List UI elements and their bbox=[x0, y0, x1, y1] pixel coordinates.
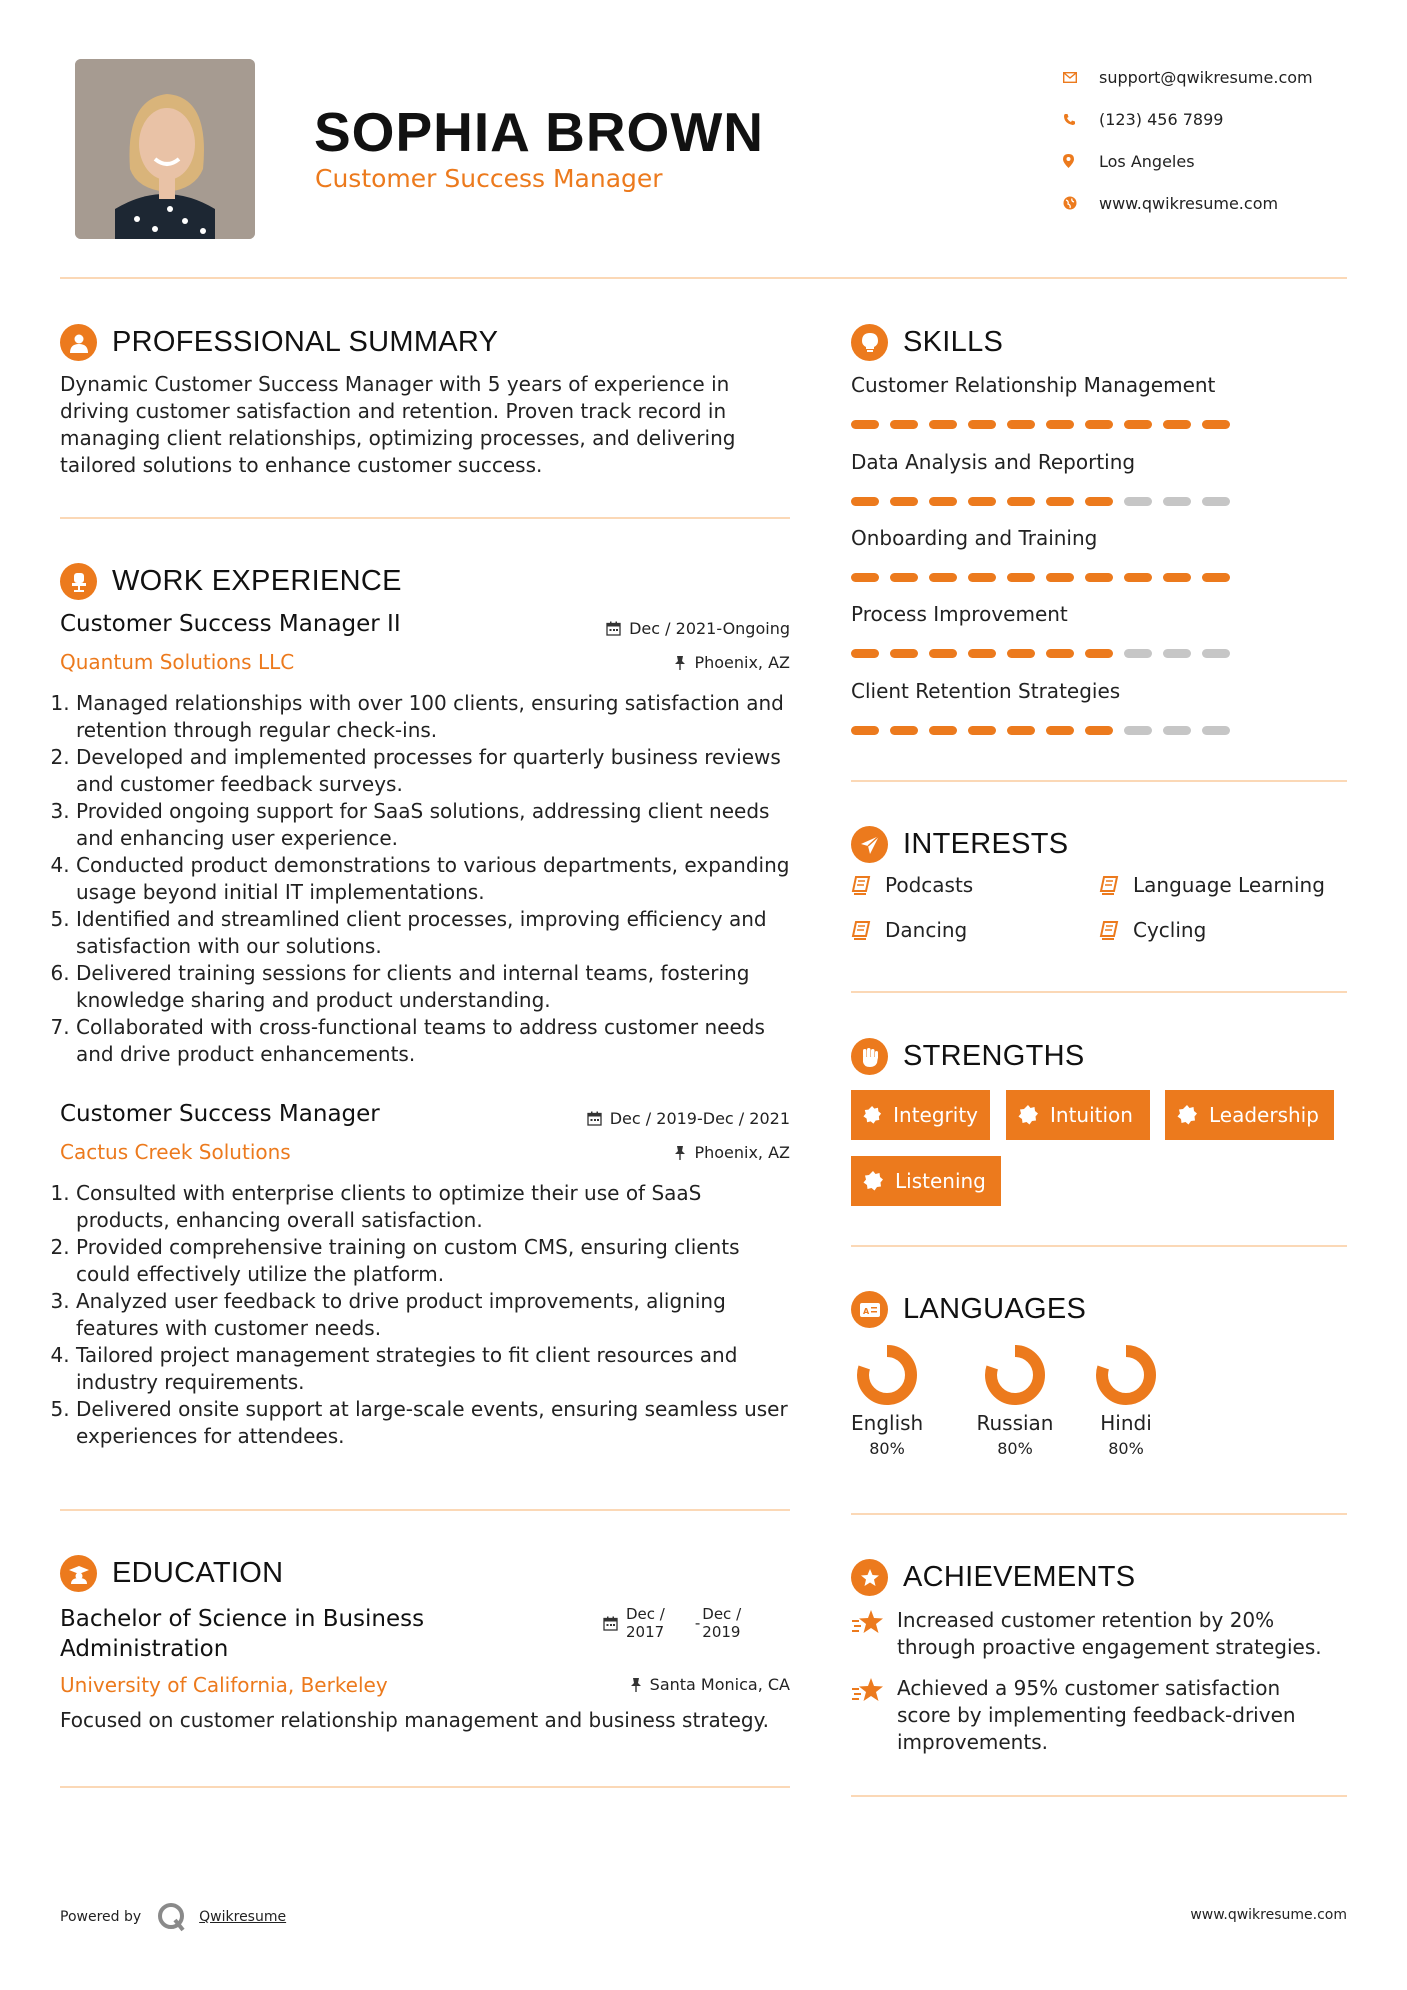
degree-line: Bachelor of Science in Business bbox=[60, 1606, 425, 1632]
achievement-line: Achieved a 95% customer satisfaction bbox=[897, 1676, 1281, 1700]
strength-badge bbox=[851, 1156, 1001, 1206]
email-text: support@qwikresume.com bbox=[1099, 67, 1313, 87]
skill-level bbox=[851, 420, 1241, 429]
strength-badge bbox=[1165, 1090, 1334, 1140]
skill-dot bbox=[929, 420, 957, 429]
summary-divider bbox=[60, 517, 790, 519]
badge-icon bbox=[863, 1171, 883, 1191]
map-pin-icon bbox=[1063, 154, 1099, 168]
skill-dot bbox=[1124, 649, 1152, 658]
job-bullets bbox=[58, 690, 798, 1068]
job-bullets bbox=[58, 1180, 798, 1450]
skill-dot bbox=[929, 497, 957, 506]
contact-phone[interactable] bbox=[1063, 98, 1313, 140]
skill-dot bbox=[1085, 573, 1113, 582]
skill-dot bbox=[968, 497, 996, 506]
skill-dot bbox=[1085, 420, 1113, 429]
skill-dot bbox=[1124, 420, 1152, 429]
summary-title: PROFESSIONAL SUMMARY bbox=[112, 326, 499, 358]
header-divider bbox=[60, 277, 1347, 279]
skill-level bbox=[851, 497, 1241, 506]
contact-website[interactable] bbox=[1063, 182, 1313, 224]
skill-dot bbox=[1202, 649, 1230, 658]
language-ring-fill bbox=[991, 1351, 1039, 1399]
skill-dot bbox=[890, 497, 918, 506]
achievement-item bbox=[851, 1675, 1296, 1756]
degree-line: Administration bbox=[60, 1636, 229, 1662]
skill-dot bbox=[1007, 573, 1035, 582]
badge-icon bbox=[1177, 1105, 1197, 1125]
strength-badge bbox=[851, 1090, 990, 1140]
bullet-item: 2. Provided comprehensive training on custom CMS, ensuring clients could effectively utilize the platform. bbox=[76, 1234, 798, 1288]
candidate-name: SOPHIA BROWN bbox=[314, 101, 764, 163]
bullet-item: 7. Collaborated with cross-functional teams to address customer needs and drive product enhancements. bbox=[76, 1014, 798, 1068]
strengths-heading bbox=[851, 1038, 1085, 1075]
lightbulb-icon bbox=[851, 324, 888, 361]
skill-dot bbox=[1007, 726, 1035, 735]
star-badge-icon bbox=[851, 1559, 888, 1596]
language-percent: 80% bbox=[869, 1439, 905, 1458]
languages-divider bbox=[851, 1513, 1347, 1515]
bullet-item: 1. Consulted with enterprise clients to optimize their use of SaaS products, enhancing overall satisfaction. bbox=[76, 1180, 798, 1234]
language-name: Hindi bbox=[1100, 1411, 1152, 1435]
book-icon bbox=[851, 875, 871, 895]
paper-plane-icon bbox=[851, 826, 888, 863]
powered-by-text: Powered by bbox=[60, 1909, 142, 1925]
skill-name: Process Improvement bbox=[851, 602, 1068, 626]
calendar-icon bbox=[587, 1111, 602, 1126]
language-ring-fill bbox=[863, 1351, 911, 1399]
skill-dot bbox=[929, 573, 957, 582]
interest-item bbox=[1099, 918, 1206, 942]
language-item bbox=[1098, 1343, 1154, 1458]
achievement-line: through proactive engagement strategies. bbox=[897, 1635, 1322, 1659]
strength-label: Listening bbox=[895, 1169, 986, 1193]
skill-dot bbox=[1124, 497, 1152, 506]
badge-icon bbox=[1018, 1105, 1038, 1125]
education-dates: Dec / 2017 - Dec / 2019 bbox=[603, 1605, 741, 1641]
location-text: Los Angeles bbox=[1099, 151, 1195, 171]
interests-divider bbox=[851, 991, 1347, 993]
job-location bbox=[674, 653, 790, 672]
company-name: Cactus Creek Solutions bbox=[60, 1140, 291, 1164]
language-ring bbox=[1094, 1343, 1158, 1407]
skill-dot bbox=[1085, 497, 1113, 506]
fist-icon bbox=[851, 1038, 888, 1075]
star-icon bbox=[851, 1677, 885, 1703]
strengths-title: STRENGTHS bbox=[903, 1040, 1085, 1072]
skill-dot bbox=[1046, 497, 1074, 506]
skill-dot bbox=[929, 649, 957, 658]
language-name: English bbox=[851, 1411, 924, 1435]
achievement-text bbox=[897, 1607, 1322, 1661]
interest-label: Language Learning bbox=[1133, 873, 1325, 897]
bullet-item: 5. Delivered onsite support at large-scale events, ensuring seamless user experiences for attendees. bbox=[76, 1396, 798, 1450]
website-text: www.qwikresume.com bbox=[1099, 193, 1279, 213]
book-icon bbox=[851, 920, 871, 940]
language-percent: 80% bbox=[1108, 1439, 1144, 1458]
contact-email[interactable] bbox=[1063, 56, 1313, 98]
envelope-icon bbox=[1063, 72, 1099, 83]
skill-level bbox=[851, 726, 1241, 735]
education-divider bbox=[60, 1786, 790, 1788]
skill-dot bbox=[1046, 573, 1074, 582]
summary-line: driving customer satisfaction and retention. Proven track record in bbox=[60, 399, 727, 423]
skills-title: SKILLS bbox=[903, 326, 1004, 358]
skill-level bbox=[851, 573, 1241, 582]
skill-dot bbox=[1163, 497, 1191, 506]
skills-heading bbox=[851, 324, 1003, 361]
skill-dot bbox=[1202, 497, 1230, 506]
bullet-item: 4. Conducted product demonstrations to various departments, expanding usage beyond initial IT implementations. bbox=[76, 852, 798, 906]
interest-item bbox=[851, 873, 973, 897]
experience-divider bbox=[60, 1509, 790, 1511]
svg-text:A: A bbox=[862, 1306, 869, 1316]
achievement-line: Increased customer retention by 20% bbox=[897, 1608, 1275, 1632]
language-percent: 80% bbox=[997, 1439, 1033, 1458]
education-start-month: Dec / bbox=[626, 1605, 665, 1623]
language-ring bbox=[983, 1343, 1047, 1407]
globe-icon bbox=[1063, 196, 1099, 210]
job-dates bbox=[606, 619, 790, 638]
job-dates-text: Dec / 2019-Dec / 2021 bbox=[609, 1109, 790, 1128]
skill-dot bbox=[1202, 420, 1230, 429]
bullet-item: 6. Delivered training sessions for clients and internal teams, fostering knowledge sharing and product understanding. bbox=[76, 960, 798, 1014]
strength-label: Leadership bbox=[1209, 1103, 1319, 1127]
education-heading bbox=[60, 1555, 283, 1592]
skill-name: Customer Relationship Management bbox=[851, 373, 1216, 397]
experience-heading bbox=[60, 563, 402, 600]
school-name: University of California, Berkeley bbox=[60, 1673, 388, 1697]
summary-line: tailored solutions to enhance customer success. bbox=[60, 453, 543, 477]
footer-url[interactable]: www.qwikresume.com bbox=[1190, 1907, 1347, 1923]
qwikresume-link[interactable]: Qwikresume bbox=[199, 1909, 287, 1925]
skills-divider bbox=[851, 780, 1347, 782]
education-end bbox=[702, 1605, 741, 1641]
phone-icon bbox=[1063, 113, 1099, 126]
education-start bbox=[626, 1605, 665, 1641]
language-item bbox=[975, 1343, 1055, 1458]
education-location bbox=[630, 1675, 790, 1694]
bullet-item: 1. Managed relationships with over 100 clients, ensuring satisfaction and retention through regular check-ins. bbox=[76, 690, 798, 744]
skill-dot bbox=[1046, 649, 1074, 658]
bullet-item: 5. Identified and streamlined client processes, improving efficiency and satisfaction with our solutions. bbox=[76, 906, 798, 960]
skill-dot bbox=[968, 573, 996, 582]
contact-location bbox=[1063, 140, 1313, 182]
skill-dot bbox=[968, 726, 996, 735]
strength-label: Integrity bbox=[893, 1103, 978, 1127]
languages-title: LANGUAGES bbox=[903, 1293, 1087, 1325]
calendar-icon bbox=[603, 1616, 618, 1631]
skill-dot bbox=[1124, 726, 1152, 735]
skill-dot bbox=[968, 420, 996, 429]
pushpin-icon bbox=[674, 655, 686, 670]
achievement-line: score by implementing feedback-driven bbox=[897, 1703, 1296, 1727]
degree-title bbox=[60, 1604, 424, 1664]
education-location-text: Santa Monica, CA bbox=[649, 1675, 790, 1694]
skill-dot bbox=[1163, 649, 1191, 658]
skill-dot bbox=[1007, 649, 1035, 658]
achievement-line: improvements. bbox=[897, 1730, 1048, 1754]
company-name: Quantum Solutions LLC bbox=[60, 650, 295, 674]
contact-block bbox=[1063, 56, 1313, 224]
skill-dot bbox=[890, 420, 918, 429]
skill-level bbox=[851, 649, 1241, 658]
language-item bbox=[851, 1343, 923, 1458]
job-dates bbox=[587, 1109, 790, 1128]
achievement-item bbox=[851, 1607, 1322, 1661]
skill-dot bbox=[1046, 420, 1074, 429]
job-title: Customer Success Manager II bbox=[60, 611, 401, 637]
interest-item bbox=[1099, 873, 1325, 897]
badge-icon bbox=[863, 1105, 881, 1125]
pushpin-icon bbox=[674, 1145, 686, 1160]
summary-line: managing client relationships, optimizing processes, and delivering bbox=[60, 426, 736, 450]
job-title: Customer Success Manager bbox=[60, 1101, 380, 1127]
skill-name: Onboarding and Training bbox=[851, 526, 1098, 550]
achievements-heading bbox=[851, 1559, 1135, 1596]
skill-dot bbox=[929, 726, 957, 735]
bullet-item: 2. Developed and implemented processes for quarterly business reviews and customer feedback surveys. bbox=[76, 744, 798, 798]
language-ring bbox=[855, 1343, 919, 1407]
qwikresume-logo-icon bbox=[155, 1900, 189, 1934]
education-end-month: Dec / bbox=[702, 1605, 742, 1623]
skill-dot bbox=[890, 726, 918, 735]
summary-line: Dynamic Customer Success Manager with 5 years of experience in bbox=[60, 372, 730, 396]
skill-dot bbox=[1007, 497, 1035, 506]
skill-dot bbox=[890, 649, 918, 658]
briefcase-chair-icon bbox=[60, 563, 97, 600]
phone-text: (123) 456 7899 bbox=[1099, 109, 1224, 129]
language-card-icon bbox=[851, 1291, 888, 1328]
skill-name: Client Retention Strategies bbox=[851, 679, 1121, 703]
education-start-year: 2017 bbox=[626, 1623, 665, 1641]
job-location-text: Phoenix, AZ bbox=[694, 653, 790, 672]
interest-label: Podcasts bbox=[885, 873, 974, 897]
candidate-title: Customer Success Manager bbox=[315, 164, 663, 193]
skill-dot bbox=[851, 726, 879, 735]
achievement-text bbox=[897, 1675, 1296, 1756]
skill-dot bbox=[851, 420, 879, 429]
bullet-item: 3. Analyzed user feedback to drive product improvements, aligning features with customer needs. bbox=[76, 1288, 798, 1342]
interests-title: INTERESTS bbox=[903, 828, 1069, 860]
user-icon bbox=[60, 324, 97, 361]
strength-label: Intuition bbox=[1050, 1103, 1133, 1127]
skill-dot bbox=[1085, 649, 1113, 658]
education-description: Focused on customer relationship management and business strategy. bbox=[60, 1708, 769, 1732]
book-icon bbox=[1099, 875, 1119, 895]
skill-dot bbox=[968, 649, 996, 658]
star-icon bbox=[851, 1609, 885, 1635]
skill-dot bbox=[1124, 573, 1152, 582]
book-icon bbox=[1099, 920, 1119, 940]
skill-dot bbox=[851, 573, 879, 582]
bullet-item: 3. Provided ongoing support for SaaS solutions, addressing client needs and enhancing user experience. bbox=[76, 798, 798, 852]
skill-dot bbox=[1202, 573, 1230, 582]
language-name: Russian bbox=[976, 1411, 1054, 1435]
skill-dot bbox=[1163, 726, 1191, 735]
skill-dot bbox=[890, 573, 918, 582]
language-ring-fill bbox=[1102, 1351, 1150, 1399]
job-location-text: Phoenix, AZ bbox=[694, 1143, 790, 1162]
skill-dot bbox=[851, 649, 879, 658]
strengths-divider bbox=[851, 1245, 1347, 1247]
education-end-year: 2019 bbox=[702, 1623, 741, 1641]
job-dates-text: Dec / 2021-Ongoing bbox=[629, 619, 790, 638]
interest-label: Cycling bbox=[1133, 918, 1207, 942]
interest-item bbox=[851, 918, 967, 942]
footer-powered-by bbox=[60, 1900, 286, 1934]
skill-dot bbox=[1163, 573, 1191, 582]
skill-dot bbox=[1085, 726, 1113, 735]
skill-dot bbox=[1163, 420, 1191, 429]
pushpin-icon bbox=[630, 1677, 642, 1692]
interests-heading bbox=[851, 826, 1068, 863]
education-title: EDUCATION bbox=[112, 1557, 284, 1589]
summary-heading bbox=[60, 324, 498, 361]
bullet-item: 4. Tailored project management strategies to fit client resources and industry requirements. bbox=[76, 1342, 798, 1396]
languages-heading bbox=[851, 1291, 1086, 1328]
skill-name: Data Analysis and Reporting bbox=[851, 450, 1136, 474]
graduate-icon bbox=[60, 1555, 97, 1592]
profile-photo bbox=[75, 59, 255, 239]
skill-dot bbox=[851, 497, 879, 506]
skill-dot bbox=[1007, 420, 1035, 429]
summary-text bbox=[60, 371, 800, 479]
skill-dot bbox=[1202, 726, 1230, 735]
achievements-divider bbox=[851, 1795, 1347, 1797]
achievements-title: ACHIEVEMENTS bbox=[903, 1561, 1136, 1593]
strength-badge bbox=[1006, 1090, 1150, 1140]
experience-title: WORK EXPERIENCE bbox=[112, 565, 402, 597]
job-location bbox=[674, 1143, 790, 1162]
calendar-icon bbox=[606, 621, 621, 636]
interest-label: Dancing bbox=[885, 918, 968, 942]
skill-dot bbox=[1046, 726, 1074, 735]
